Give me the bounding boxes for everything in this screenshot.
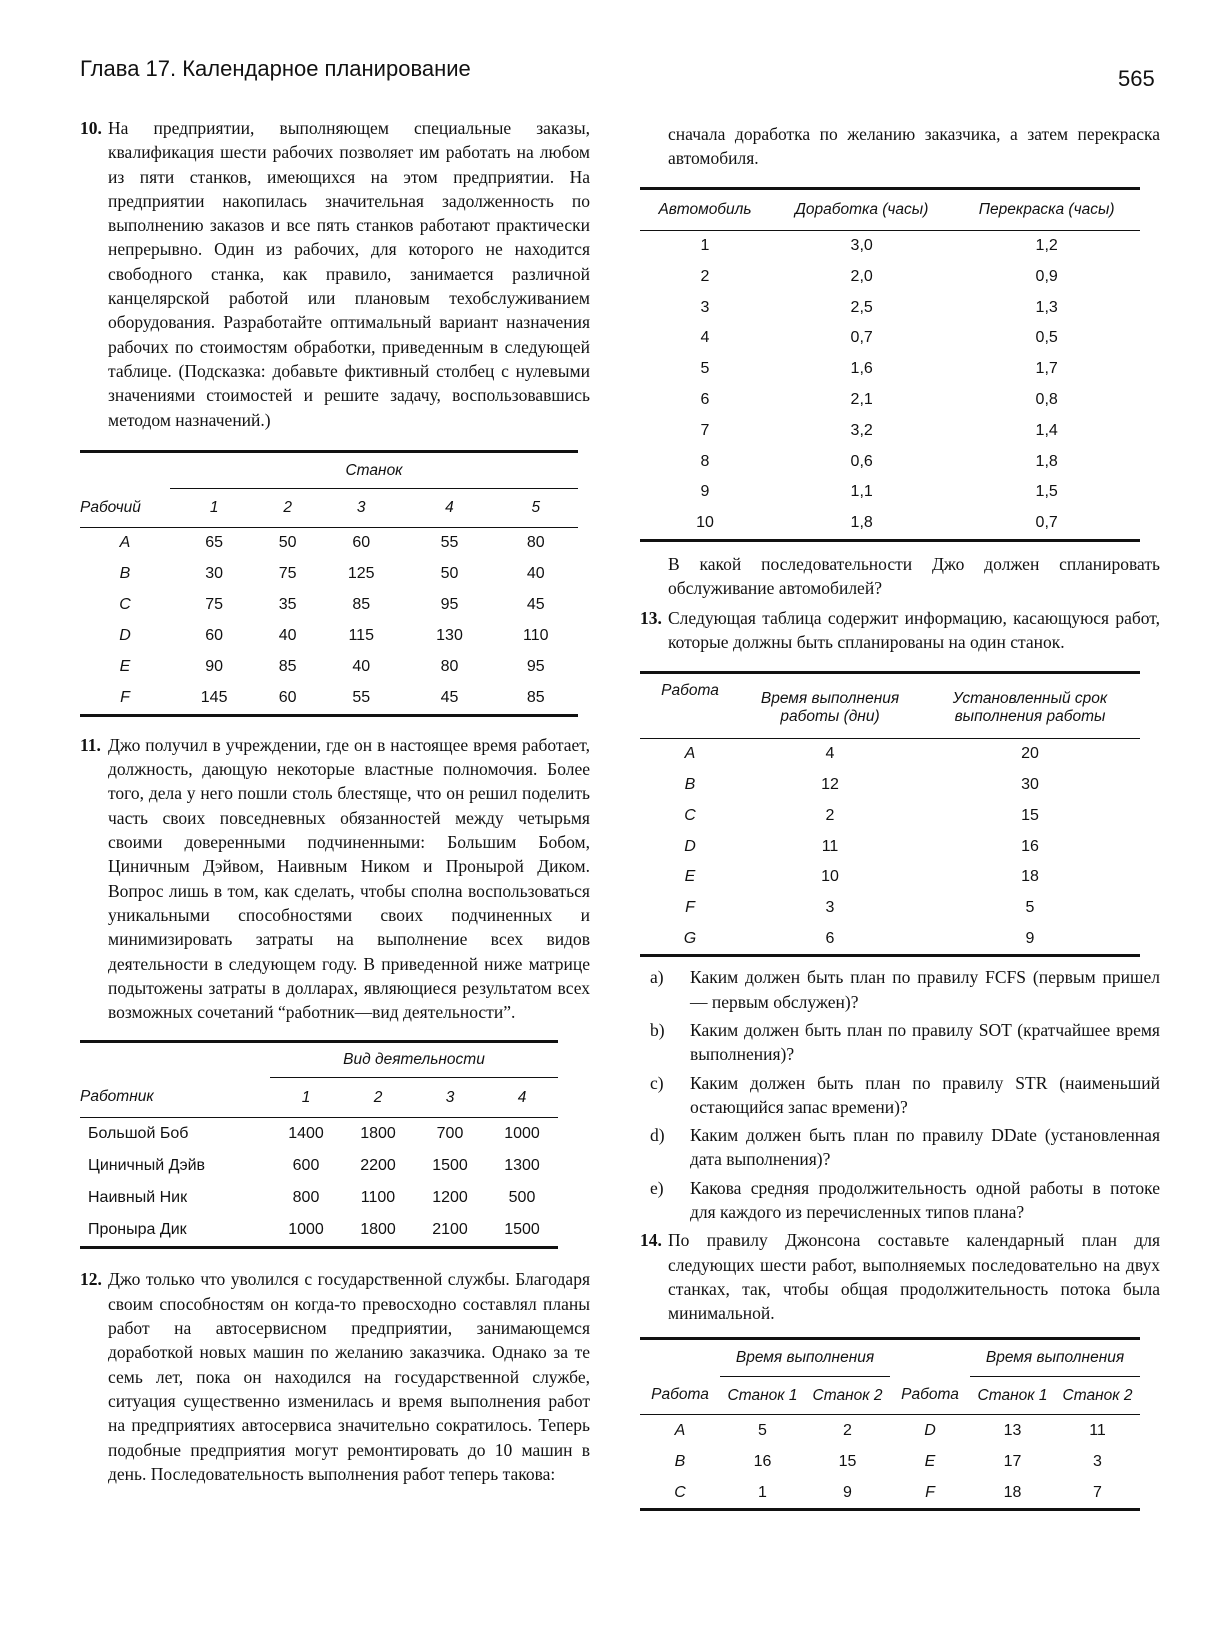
column-header: Время выполнения работы (дни) <box>760 689 900 725</box>
sub-question <box>650 1018 1160 1067</box>
table-row <box>640 508 1140 540</box>
table-cell: 500 <box>508 1189 536 1207</box>
table-cell: 7 <box>700 421 710 439</box>
table-cell: 2,1 <box>850 390 873 408</box>
table-cell: 1500 <box>504 1221 540 1239</box>
table-row <box>80 590 578 621</box>
column-header: Автомобиль <box>658 200 752 218</box>
sub-question <box>650 965 1160 1014</box>
table-body <box>640 230 1140 540</box>
table-cell: 5 <box>1025 899 1035 917</box>
table-cars <box>640 187 1140 542</box>
table-group-header: Вид деятельности <box>270 1042 558 1078</box>
table-row <box>640 831 1140 862</box>
table-cell: 1800 <box>360 1221 396 1239</box>
table-cell: 75 <box>205 596 224 614</box>
table-cell: 5 <box>700 360 710 378</box>
table-row <box>640 1415 1140 1447</box>
table-cell: 2,5 <box>850 298 873 316</box>
table-cell: 3,0 <box>850 236 873 254</box>
table-cell: 110 <box>523 627 549 645</box>
sub-question-label: b) <box>650 1019 665 1040</box>
table-cell: 1,3 <box>1035 298 1058 316</box>
table-cell: 18 <box>1021 868 1039 886</box>
table-cell: C <box>684 806 696 824</box>
table-cell: 115 <box>348 627 374 645</box>
table-cell: 3 <box>1093 1452 1102 1470</box>
table-cell: 20 <box>1021 745 1039 763</box>
column-header: 4 <box>445 499 454 517</box>
sub-question <box>650 1071 1160 1120</box>
problem-text: На предприятии, выполняющем специальные заказы, квалификация шести рабочих позволяет им работать на любом из пяти станков, имеющихся на этом предприятии. На предприятии накопилась значительная задолженность по выполнению заказов и все пять станков работают практически непрерывно. Один из рабочих, для которого не находится свободного станка, как правило, занимается различной канцелярской работой или плановым техобслуживанием оборудования. Разработайте оптимальный вариант назначения рабочих по стоимостям обработки, приведенным в следующей таблице. (Подсказка: добавьте фиктивный столбец с нулевыми значениями стоимостей и решите задачу, воспользовавшись методом назначений.) <box>108 118 590 430</box>
table-row <box>640 323 1140 354</box>
sub-question-text: Каким должен быть план по правилу DDate (установленная дата выполнения)? <box>690 1125 1160 1170</box>
table-cell: 30 <box>205 565 224 583</box>
table-row <box>80 527 578 559</box>
table-cell: E <box>119 658 131 676</box>
table-cell: 15 <box>838 1452 857 1470</box>
table-cell: Циничный Дэйв <box>88 1157 206 1175</box>
table-cell: A <box>674 1421 686 1439</box>
table-cell: 1,8 <box>850 514 873 532</box>
table-cell: 1000 <box>504 1125 540 1143</box>
table-cell: 1800 <box>360 1125 396 1143</box>
table-cell: C <box>119 596 131 614</box>
table-cell: 15 <box>1021 806 1039 824</box>
table-cell: 4 <box>700 329 710 347</box>
table-cell: 85 <box>278 658 297 676</box>
table-cell: 18 <box>1003 1483 1022 1501</box>
column-header: 2 <box>373 1088 383 1106</box>
table-cell: 85 <box>352 596 371 614</box>
table-cell: 16 <box>753 1452 772 1470</box>
table-row <box>640 354 1140 385</box>
table-cell: 55 <box>352 689 371 707</box>
table-cell: 2,0 <box>850 267 873 285</box>
table-cell: 1,1 <box>850 483 873 501</box>
table-cell: 80 <box>440 658 459 676</box>
table-row <box>640 261 1140 292</box>
table-cell: A <box>119 534 131 552</box>
table-cell: 0,7 <box>1035 514 1058 532</box>
table-cell: E <box>924 1452 936 1470</box>
table-row-header: Работник <box>80 1088 154 1106</box>
table-cell: B <box>674 1452 686 1470</box>
problem-number: 12. <box>80 1269 102 1290</box>
table-cell: B <box>684 775 696 793</box>
table-cell: F <box>685 899 695 917</box>
table-cell: 3,2 <box>850 421 873 439</box>
table-cell: 2 <box>825 806 835 824</box>
table-cell: 9 <box>1025 929 1035 947</box>
table-cell: E <box>684 868 696 886</box>
table-cell: 95 <box>526 658 545 676</box>
table-cell: 6 <box>700 390 710 408</box>
sub-question-label: c) <box>650 1072 664 1093</box>
right-column <box>640 122 1160 1511</box>
column-header: 5 <box>531 499 541 517</box>
table-jobs <box>640 671 1140 958</box>
table-cell: 0,6 <box>850 452 873 470</box>
table-group-header: Станок <box>170 451 578 489</box>
table-corner <box>640 1339 720 1377</box>
table-cell: 95 <box>440 596 459 614</box>
sub-question-label: e) <box>650 1177 664 1198</box>
problem-number: 11. <box>80 734 101 755</box>
table-cell: 11 <box>1089 1421 1106 1439</box>
sub-question-text: Какова средняя продолжительность одной работы в потоке для каждого из перечисленных типов плана? <box>690 1177 1160 1222</box>
table-row <box>640 415 1140 446</box>
table-cell: 2 <box>700 267 710 285</box>
table-body <box>80 527 578 715</box>
table-cell: 50 <box>278 534 297 552</box>
table-row <box>80 1150 558 1182</box>
problem-11 <box>80 733 590 1025</box>
table-cell: 1100 <box>360 1189 396 1207</box>
table-cell: 50 <box>440 565 459 583</box>
problem-12-continuation: сначала доработка по желанию заказчика, а затем перекраска автомобиля. <box>668 124 1160 169</box>
table-cell: 65 <box>205 534 224 552</box>
table-cell: 11 <box>821 837 839 855</box>
table-cell: 9 <box>843 1483 852 1501</box>
column-header: Работа <box>661 681 719 699</box>
table-cell: 40 <box>352 658 371 676</box>
column-header: 3 <box>356 499 366 517</box>
column-header: Станок 2 <box>812 1386 883 1404</box>
table-cell: 4 <box>825 745 835 763</box>
left-column <box>80 116 590 1486</box>
table-cell: 85 <box>526 689 545 707</box>
table-row <box>80 683 578 716</box>
table-cell: 60 <box>278 689 297 707</box>
table-row <box>80 621 578 652</box>
table-cell: C <box>674 1483 686 1501</box>
table-cell: 1 <box>758 1483 767 1501</box>
table-row <box>640 893 1140 924</box>
table-cell: 10 <box>696 514 714 532</box>
column-header: Перекраска (часы) <box>978 200 1115 218</box>
problem-number: 10. <box>80 118 102 138</box>
table-cell: 1,7 <box>1035 360 1058 378</box>
problem-10 <box>80 116 590 432</box>
table-cell: 45 <box>526 596 545 614</box>
table-cell: 17 <box>1003 1452 1022 1470</box>
table-cell: 16 <box>1021 837 1039 855</box>
column-header: Работа <box>901 1386 959 1404</box>
table-cell: 0,8 <box>1035 390 1058 408</box>
table-cell: 1,8 <box>1035 452 1058 470</box>
table-row <box>640 1446 1140 1477</box>
table-row <box>80 1214 558 1248</box>
page-number: 565 <box>1118 66 1155 91</box>
table-row-header: Рабочий <box>80 498 141 516</box>
table-cell: 2200 <box>360 1157 396 1175</box>
table-cell: Большой Боб <box>88 1125 189 1143</box>
table-cell: 2 <box>843 1421 852 1439</box>
column-header: Станок 1 <box>727 1386 798 1404</box>
table-row <box>640 446 1140 477</box>
table-cell: 125 <box>347 565 375 583</box>
table-cell: 5 <box>758 1421 767 1439</box>
table-row <box>640 1477 1140 1510</box>
table-cell: A <box>684 745 696 763</box>
table-cell: 145 <box>200 689 228 707</box>
table-row <box>640 924 1140 956</box>
sub-question-text: Каким должен быть план по правилу SOT (кратчайшее время выполнения)? <box>690 1019 1160 1065</box>
column-header: 4 <box>517 1088 527 1106</box>
problem-text: Следующая таблица содержит информацию, касающуюся работ, которые должны быть спланированы на один станок. <box>668 608 1160 653</box>
table-row <box>640 738 1140 769</box>
table-cell: 1500 <box>432 1157 468 1175</box>
table-cell: 8 <box>700 452 710 470</box>
table-spacer <box>890 1339 970 1377</box>
table-cell: 60 <box>352 534 371 552</box>
table-cell: F <box>925 1483 935 1501</box>
table-row <box>80 652 578 683</box>
chapter-title: Глава 17. Календарное планирование <box>80 56 471 81</box>
table-cell: 35 <box>278 596 297 614</box>
table-cell: 7 <box>1093 1483 1102 1501</box>
table-cell: 6 <box>825 929 835 947</box>
table-cell: 40 <box>526 565 545 583</box>
sub-question-text: Каким должен быть план по правилу STR (наименьший остающийся запас времени)? <box>690 1072 1160 1117</box>
table-cell: 0,9 <box>1035 267 1058 285</box>
table-cell: 1,2 <box>1035 236 1058 254</box>
table-cell: 55 <box>440 534 459 552</box>
table-cell: 1300 <box>504 1157 540 1175</box>
table-body <box>640 1415 1140 1510</box>
column-header: 1 <box>209 499 219 517</box>
table-row <box>640 862 1140 893</box>
table-cell: 700 <box>436 1125 464 1143</box>
table-cell: 10 <box>821 868 839 886</box>
table-row <box>80 1182 558 1214</box>
table-cell: D <box>119 627 131 645</box>
table-row <box>640 477 1140 508</box>
table-group-header: Время выполнения <box>970 1339 1140 1377</box>
problem-13-items <box>640 965 1160 1224</box>
table-cell: 800 <box>292 1189 320 1207</box>
table-cell: 9 <box>700 483 710 501</box>
sub-question-label: a) <box>650 967 664 988</box>
table-cell: 75 <box>278 565 297 583</box>
table-row <box>640 230 1140 261</box>
problem-number: 13. <box>640 608 662 629</box>
table-cell: 130 <box>436 627 463 645</box>
table-row <box>80 1118 558 1151</box>
table-cell: 30 <box>1021 775 1039 793</box>
table-cell: 1200 <box>432 1189 468 1207</box>
table-cell: 1400 <box>288 1125 324 1143</box>
column-header: 3 <box>445 1088 455 1106</box>
table-cell: 1,4 <box>1035 421 1058 439</box>
table-cell: 80 <box>526 534 545 552</box>
table-cell: D <box>684 837 696 855</box>
column-header: Доработка (часы) <box>794 200 929 218</box>
column-header: Работа <box>651 1386 709 1404</box>
table-cell: 1000 <box>288 1221 324 1239</box>
table-cell: 90 <box>205 658 224 676</box>
table-corner <box>80 451 170 489</box>
table-cell: Проныра Дик <box>88 1221 187 1239</box>
column-header: Станок 1 <box>977 1386 1048 1404</box>
table-body <box>80 1118 558 1248</box>
table-cell: 40 <box>278 627 297 645</box>
table-cell: F <box>120 689 130 707</box>
table-cell: 1 <box>700 236 710 254</box>
column-header: 1 <box>301 1088 311 1106</box>
table-row <box>640 292 1140 323</box>
problem-13 <box>640 606 1160 655</box>
column-header: Станок 2 <box>1062 1386 1133 1404</box>
problem-text: Джо только что уволился с государственной службы. Благодаря своим способностям он когда-то превосходно составлял планы работ на автосервисном предприятии, занимающемся доработкой новых машин по желанию заказчика. Однако за те семь лет, пока он находился на государственной службе, ситуация существенно изменилась и время выполнения работ на предприятиях автосервиса значительно сократилось. Теперь подобные предприятия могут ремонтировать до 10 машин в день. Последовательность выполнения работ теперь такова: <box>108 1269 590 1484</box>
problem-12-question: В какой последовательности Джо должен спланировать обслуживание автомобилей? <box>668 553 1160 598</box>
problem-14 <box>640 1228 1160 1325</box>
table-cell: 3 <box>700 298 710 316</box>
table-cell: 12 <box>821 775 839 793</box>
sub-question <box>650 1123 1160 1172</box>
table-cell: B <box>119 565 131 583</box>
column-header: 2 <box>283 499 292 517</box>
table-row <box>640 385 1140 416</box>
table-row <box>640 800 1140 831</box>
table-cell: 13 <box>1003 1421 1022 1439</box>
sub-question <box>650 1176 1160 1225</box>
table-cell: 1,6 <box>850 360 873 378</box>
table-cell: 0,5 <box>1035 329 1058 347</box>
table-cell: 2100 <box>432 1221 468 1239</box>
sub-question-text: Каким должен быть план по правилу FCFS (первым пришел — первым обслужен)? <box>690 967 1160 1012</box>
table-cell: 3 <box>825 899 835 917</box>
table-cell: 600 <box>292 1157 320 1175</box>
problem-12 <box>80 1267 590 1486</box>
table-cell: 0,7 <box>850 329 873 347</box>
table-cell: G <box>683 929 697 947</box>
problem-text: Джо получил в учреждении, где он в настоящее время работает, должность, дающую некоторые властные полномочия. Более того, дела у него пошли столь блестяще, что он решил поделить часть своих повседневных обязанностей между четырьмя своими доверенными подчиненными: Большим Бобом, Циничным Дэйвом, Наивным Ником и Пронырой Диком. Вопрос лишь в том, как сделать, чтобы сполна воспользоваться уникальными способностями своих подчиненных и минимизировать затраты на выполнение всех видов деятельности в следующем году. В приведенной ниже матрице подытожены затраты в долларах, являющиеся результатом всех возможных сочетаний “работник—вид деятельности”. <box>108 734 590 1023</box>
table-worker-activity <box>80 1040 558 1249</box>
table-cell: D <box>924 1421 936 1439</box>
table-cell: 60 <box>205 627 224 645</box>
table-cell: 1,5 <box>1035 483 1058 501</box>
table-cell: 45 <box>440 689 459 707</box>
table-row <box>640 770 1140 801</box>
table-row <box>80 559 578 590</box>
table-corner <box>80 1042 270 1078</box>
table-johnson <box>640 1337 1140 1511</box>
table-group-header: Время выполнения <box>720 1339 890 1377</box>
sub-question-label: d) <box>650 1125 665 1146</box>
problem-number: 14. <box>640 1230 662 1251</box>
column-header: Установленный срок выполнения работы <box>952 689 1108 725</box>
table-body <box>640 738 1140 956</box>
problem-text: По правилу Джонсона составьте календарный план для следующих шести работ, выполняемых последовательно на двух станках, так, чтобы общая продолжительность потока была минимальной. <box>668 1230 1160 1324</box>
table-cell: Наивный Ник <box>88 1189 188 1207</box>
table-worker-machine <box>80 450 578 717</box>
